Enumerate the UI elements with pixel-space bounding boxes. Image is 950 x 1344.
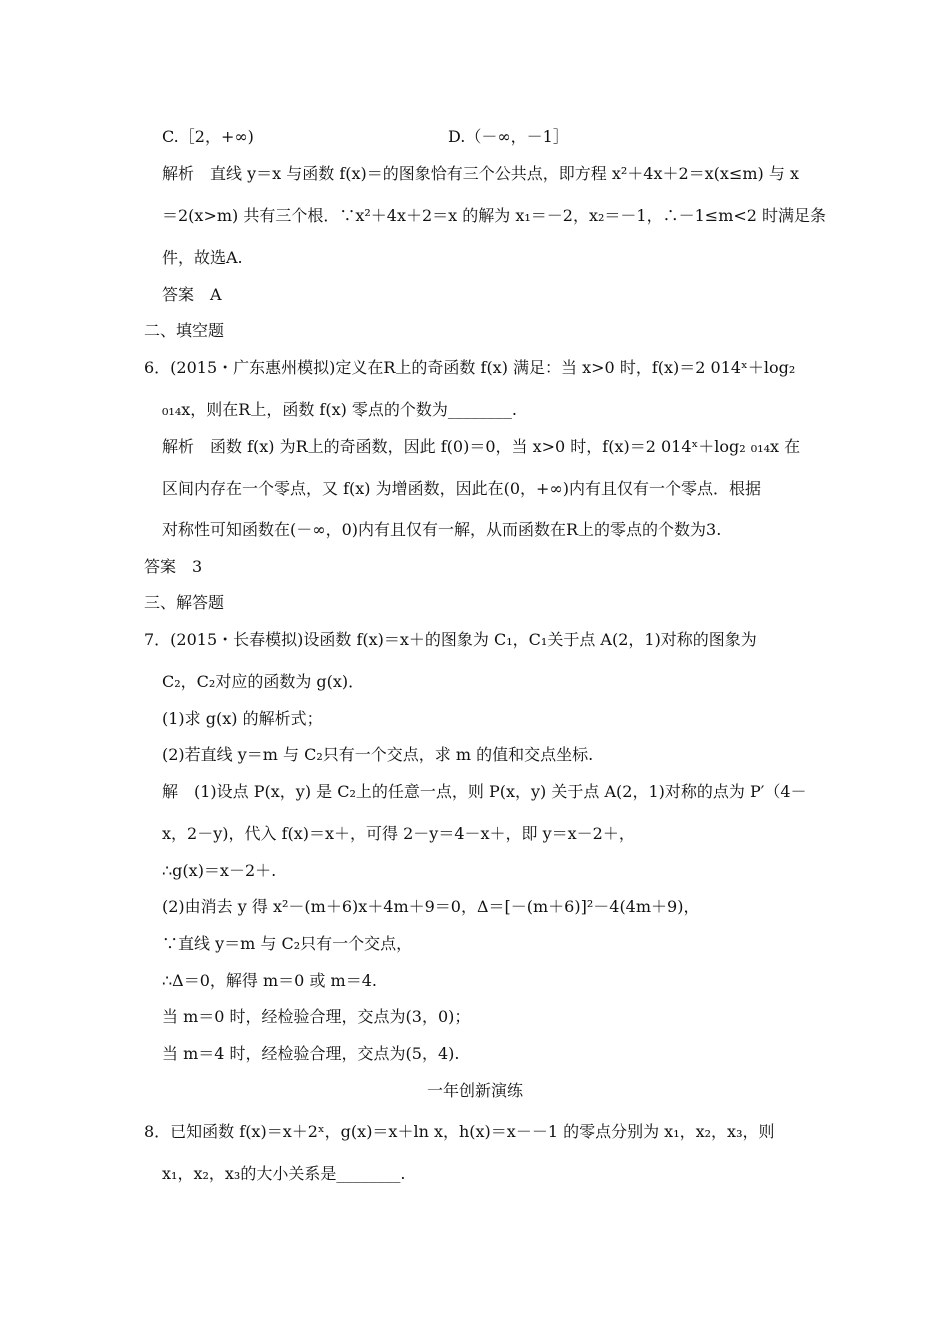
section-heading-innovation: 一年创新演练 [426, 1081, 523, 1100]
question-6-line2: ₀₁₄x，则在R上，函数 f(x) 零点的个数为________. [162, 400, 518, 419]
section-heading-solve: 三、解答题 [144, 593, 225, 612]
question-7-part2: (2)若直线 y＝m 与 C₂只有一个交点，求 m 的值和交点坐标. [162, 745, 594, 764]
solution-q7-line1: 解 (1)设点 P(x，y) 是 C₂上的任意一点，则 P(x，y) 关于点 A(2，1)对称的点为 P′（4－ [162, 782, 807, 801]
question-6-line1: 6．(2015・广东惠州模拟)定义在R上的奇函数 f(x) 满足：当 x>0 时，f(x)＝2 014ˣ＋log₂ [144, 358, 796, 377]
solution-q7-line6: ∴Δ＝0，解得 m＝0 或 m＝4. [162, 971, 377, 990]
solution-q7-line4: (2)由消去 y 得 x²－(m＋6)x＋4m＋9＝0，Δ＝[－(m＋6)]²－4(4m＋9)， [162, 897, 700, 916]
option-d: D.（－∞，－1］ [448, 127, 569, 146]
solution-q7-line2: x，2－y)，代入 f(x)＝x＋，可得 2－y＝4－x＋，即 y＝x－2＋， [162, 824, 635, 843]
solution-q7-line5: ∵直线 y＝m 与 C₂只有一个交点， [162, 934, 413, 953]
analysis-q5-line2: ＝2(x>m) 共有三个根．∵x²＋4x＋2＝x 的解为 x₁＝－2，x₂＝－1，∴－1≤m<2 时满足条 [162, 206, 827, 225]
answer-q5: 答案 A [162, 285, 222, 304]
analysis-q6-line2: 区间内存在一个零点，又 f(x) 为增函数，因此在(0，+∞)内有且仅有一个零点．根据 [162, 479, 762, 498]
solution-q7-line7: 当 m＝0 时，经检验合理，交点为(3，0)； [162, 1007, 471, 1026]
answer-q6: 答案 3 [144, 557, 203, 576]
question-8-line2: x₁，x₂，x₃的大小关系是________. [162, 1164, 406, 1183]
analysis-q5-line3: 件，故选A. [162, 248, 243, 267]
option-c: C.［2，+∞) [162, 127, 254, 146]
analysis-q6-line1: 解析 函数 f(x) 为R上的奇函数，因此 f(0)＝0，当 x>0 时，f(x)＝2 014ˣ＋log₂ ₀₁₄x 在 [162, 437, 801, 456]
analysis-q5-line1: 解析 直线 y＝x 与函数 f(x)＝的图象恰有三个公共点，即方程 x²＋4x＋2＝x(x≤m) 与 x [162, 164, 799, 183]
solution-q7-line8: 当 m＝4 时，经检验合理，交点为(5，4). [162, 1044, 460, 1063]
question-7-line1: 7．(2015・长春模拟)设函数 f(x)＝x＋的图象为 C₁，C₁关于点 A(2，1)对称的图象为 [144, 630, 757, 649]
solution-q7-line3: ∴g(x)＝x－2＋. [162, 861, 277, 880]
section-heading-fill-blank: 二、填空题 [144, 321, 225, 340]
question-8-line1: 8．已知函数 f(x)＝x＋2ˣ，g(x)＝x＋ln x，h(x)＝x－－1 的零点分别为 x₁，x₂，x₃，则 [144, 1122, 775, 1141]
question-7-line2: C₂，C₂对应的函数为 g(x)． [162, 672, 365, 691]
analysis-q6-line3: 对称性可知函数在(－∞，0)内有且仅有一解，从而函数在R上的零点的个数为3. [162, 520, 722, 539]
question-7-part1: (1)求 g(x) 的解析式； [162, 709, 323, 728]
